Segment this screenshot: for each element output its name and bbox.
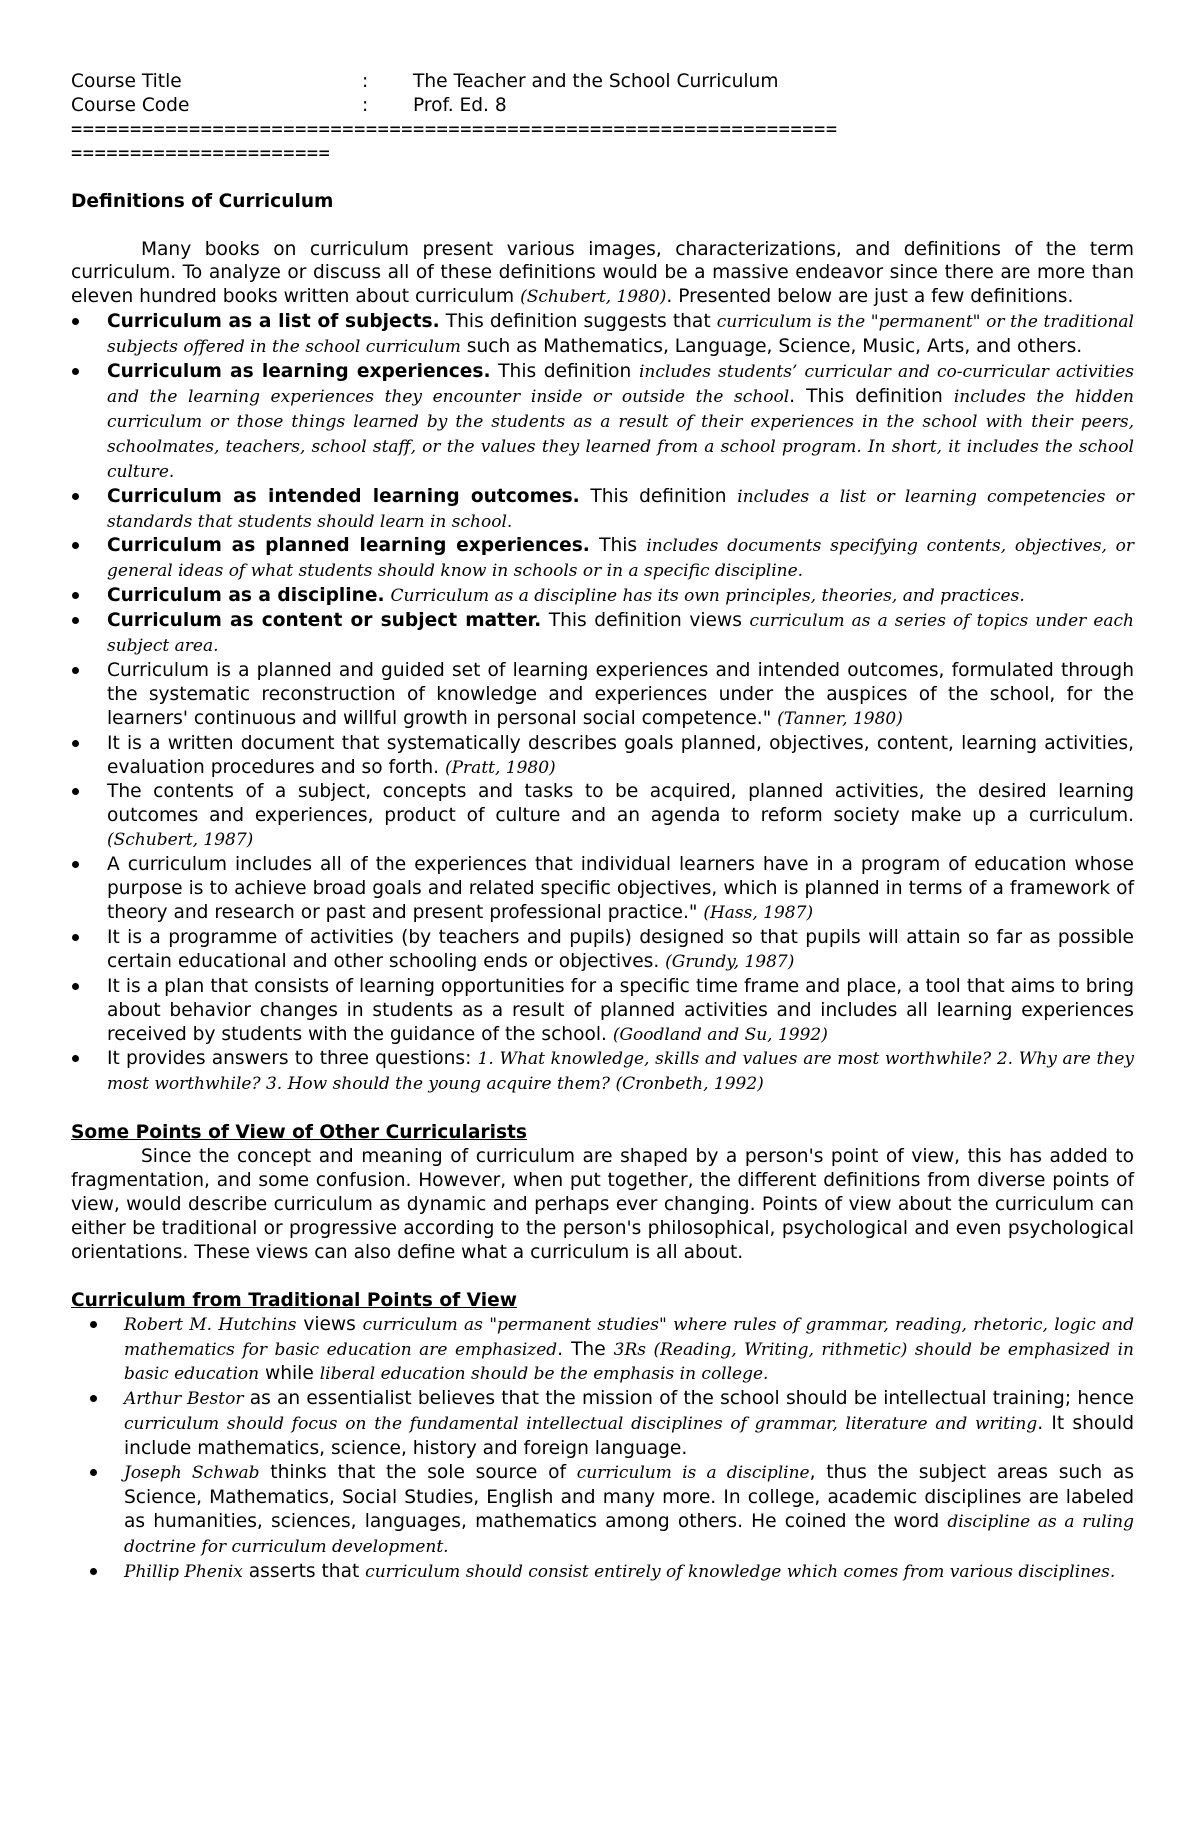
traditional-list (71, 1313, 1134, 1585)
separator-line: ====================== (71, 142, 331, 164)
definition-item: It is a programme of activities (by teachers and pupils) designed so that pupils will attain so far as possible certain educational and other schooling ends or objectives. (Grundy, 1987) (107, 926, 1134, 972)
definition-item: It is a plan that consists of learning opportunities for a specific time frame and place, a tool that aims to bring about behavior changes in students as a result of planned activities and includes all learning experiences received by students with the guidance of the school. (Goodland and Su, 1992) (107, 975, 1134, 1045)
traditional-heading: Curriculum from Traditional Points of View (71, 1289, 517, 1311)
course-code-value: Prof. Ed. 8 (413, 94, 507, 116)
definition-item: It provides answers to three questions: 1. What knowledge, skills and values are most worthwhile? 2. Why are they most worthwhile? 3. How should the young acquire them? (Cronbeth, 1992) (107, 1048, 1134, 1095)
traditional-item: Phillip Phenix asserts that curriculum should consist entirely of knowledge which comes from various disciplines. (124, 1560, 1116, 1582)
definition-item: Curriculum as content or subject matter. This definition views curriculum as a series of topics under each subject area. (107, 610, 1134, 657)
definition-item: Curriculum as learning experiences. This definition includes students’ curricular and co-curricular activities and the learning experiences they encounter inside or outside the school. This definition includes the hidden curriculum or those things learned by the students as a result of their experiences in the school with their peers, schoolmates, teachers, school staff, or the values they learned from a school program. In short, it includes the school culture. (107, 361, 1134, 482)
traditional-item: Arthur Bestor as an essentialist believes that the mission of the school should be intellectual training; hence curriculum should focus on the fundamental intellectual disciplines of grammar, literature and writing. It should include mathematics, science, history and foreign language. (124, 1388, 1134, 1460)
course-code-colon: : (362, 94, 369, 116)
definition-item: The contents of a subject, concepts and tasks to be acquired, planned activities, the desired learning outcomes and experiences, product of culture and an agenda to reform society make up a curriculum. (Schubert, 1987) (107, 781, 1134, 851)
definition-item: Curriculum as intended learning outcomes. This definition includes a list or learning competencies or standards that students should learn in school. (107, 485, 1134, 532)
definition-item: A curriculum includes all of the experiences that individual learners have in a program of education whose purpose is to achieve broad goals and related specific objectives, which is planned in terms of a framework of theory and research or past and present professional practice." (Hass, 1987) (107, 854, 1134, 923)
definition-item: Curriculum as planned learning experiences. This includes documents specifying contents, objectives, or general ideas of what students should know in schools or in a specific discipline. (107, 535, 1135, 582)
course-title-row (71, 70, 1134, 94)
traditional-item: Joseph Schwab thinks that the sole source of curriculum is a discipline, thus the subject areas such as Science, Mathematics, Social Studies, English and many more. In college, academic disciplines are labeled as humanities, sciences, languages, mathematics among others. He coined the word discipline as a ruling doctrine for curriculum development. (124, 1462, 1135, 1557)
course-title-colon: : (362, 71, 369, 92)
definition-item: Curriculum as a list of subjects. This definition suggests that curriculum is the "permanent" or the traditional subjects offered in the school curriculum such as Mathematics, Language, Science, Music, Arts, and others. (107, 311, 1134, 358)
document-page (71, 70, 1134, 1585)
definition-item: Curriculum is a planned and guided set of learning experiences and intended outcomes, formulated through the systematic reconstruction of knowledge and experiences under the auspices of the school, for the learners' continuous and willful growth in personal social competence." (Tanner, 1980) (107, 659, 1134, 729)
course-title-label: Course Title (71, 71, 182, 92)
course-title-value: The Teacher and the School Curriculum (413, 71, 779, 92)
definitions-list (71, 310, 1134, 1097)
points-of-view-heading: Some Points of View of Other Curricularists (71, 1122, 527, 1144)
points-of-view-body: Since the concept and meaning of curriculum are shaped by a person's point of view, this has added to fragmentation, and some confusion. However, when put together, the different definitions from diverse points of view, would describe curriculum as dynamic and perhaps ever changing. Points of view about the curriculum can either be traditional or progressive according to the person's philosophical, psychological and even psychological orientations. These views can also define what a curriculum is all about. (71, 1146, 1134, 1263)
course-code-label: Course Code (71, 94, 190, 116)
definitions-intro: Many books on curriculum present various images, characterizations, and definitions of the term curriculum. To analyze or discuss all of these definitions would be a massive endeavor since there are more than eleven hundred books written about curriculum (Schubert, 1980). Presented below are just a few definitions. (71, 238, 1134, 308)
definition-item: It is a written document that systematically describes goals planned, objectives, content, learning activities, evaluation procedures and so forth. (Pratt, 1980) (107, 732, 1134, 778)
definition-item: Curriculum as a discipline. Curriculum as a discipline has its own principles, theories, and practices. (107, 585, 1025, 607)
course-code-row (71, 94, 1134, 118)
separator-line: ================================================================= (71, 118, 838, 140)
definitions-heading: Definitions of Curriculum (71, 190, 334, 212)
traditional-item: Robert M. Hutchins views curriculum as "permanent studies" where rules of grammar, reading, rhetoric, logic and mathematics for basic education are emphasized. The 3Rs (Reading, Writing, rithmetic) should be emphasized in basic education while liberal education should be the emphasis in college. (124, 1313, 1134, 1385)
course-header (71, 70, 1134, 166)
